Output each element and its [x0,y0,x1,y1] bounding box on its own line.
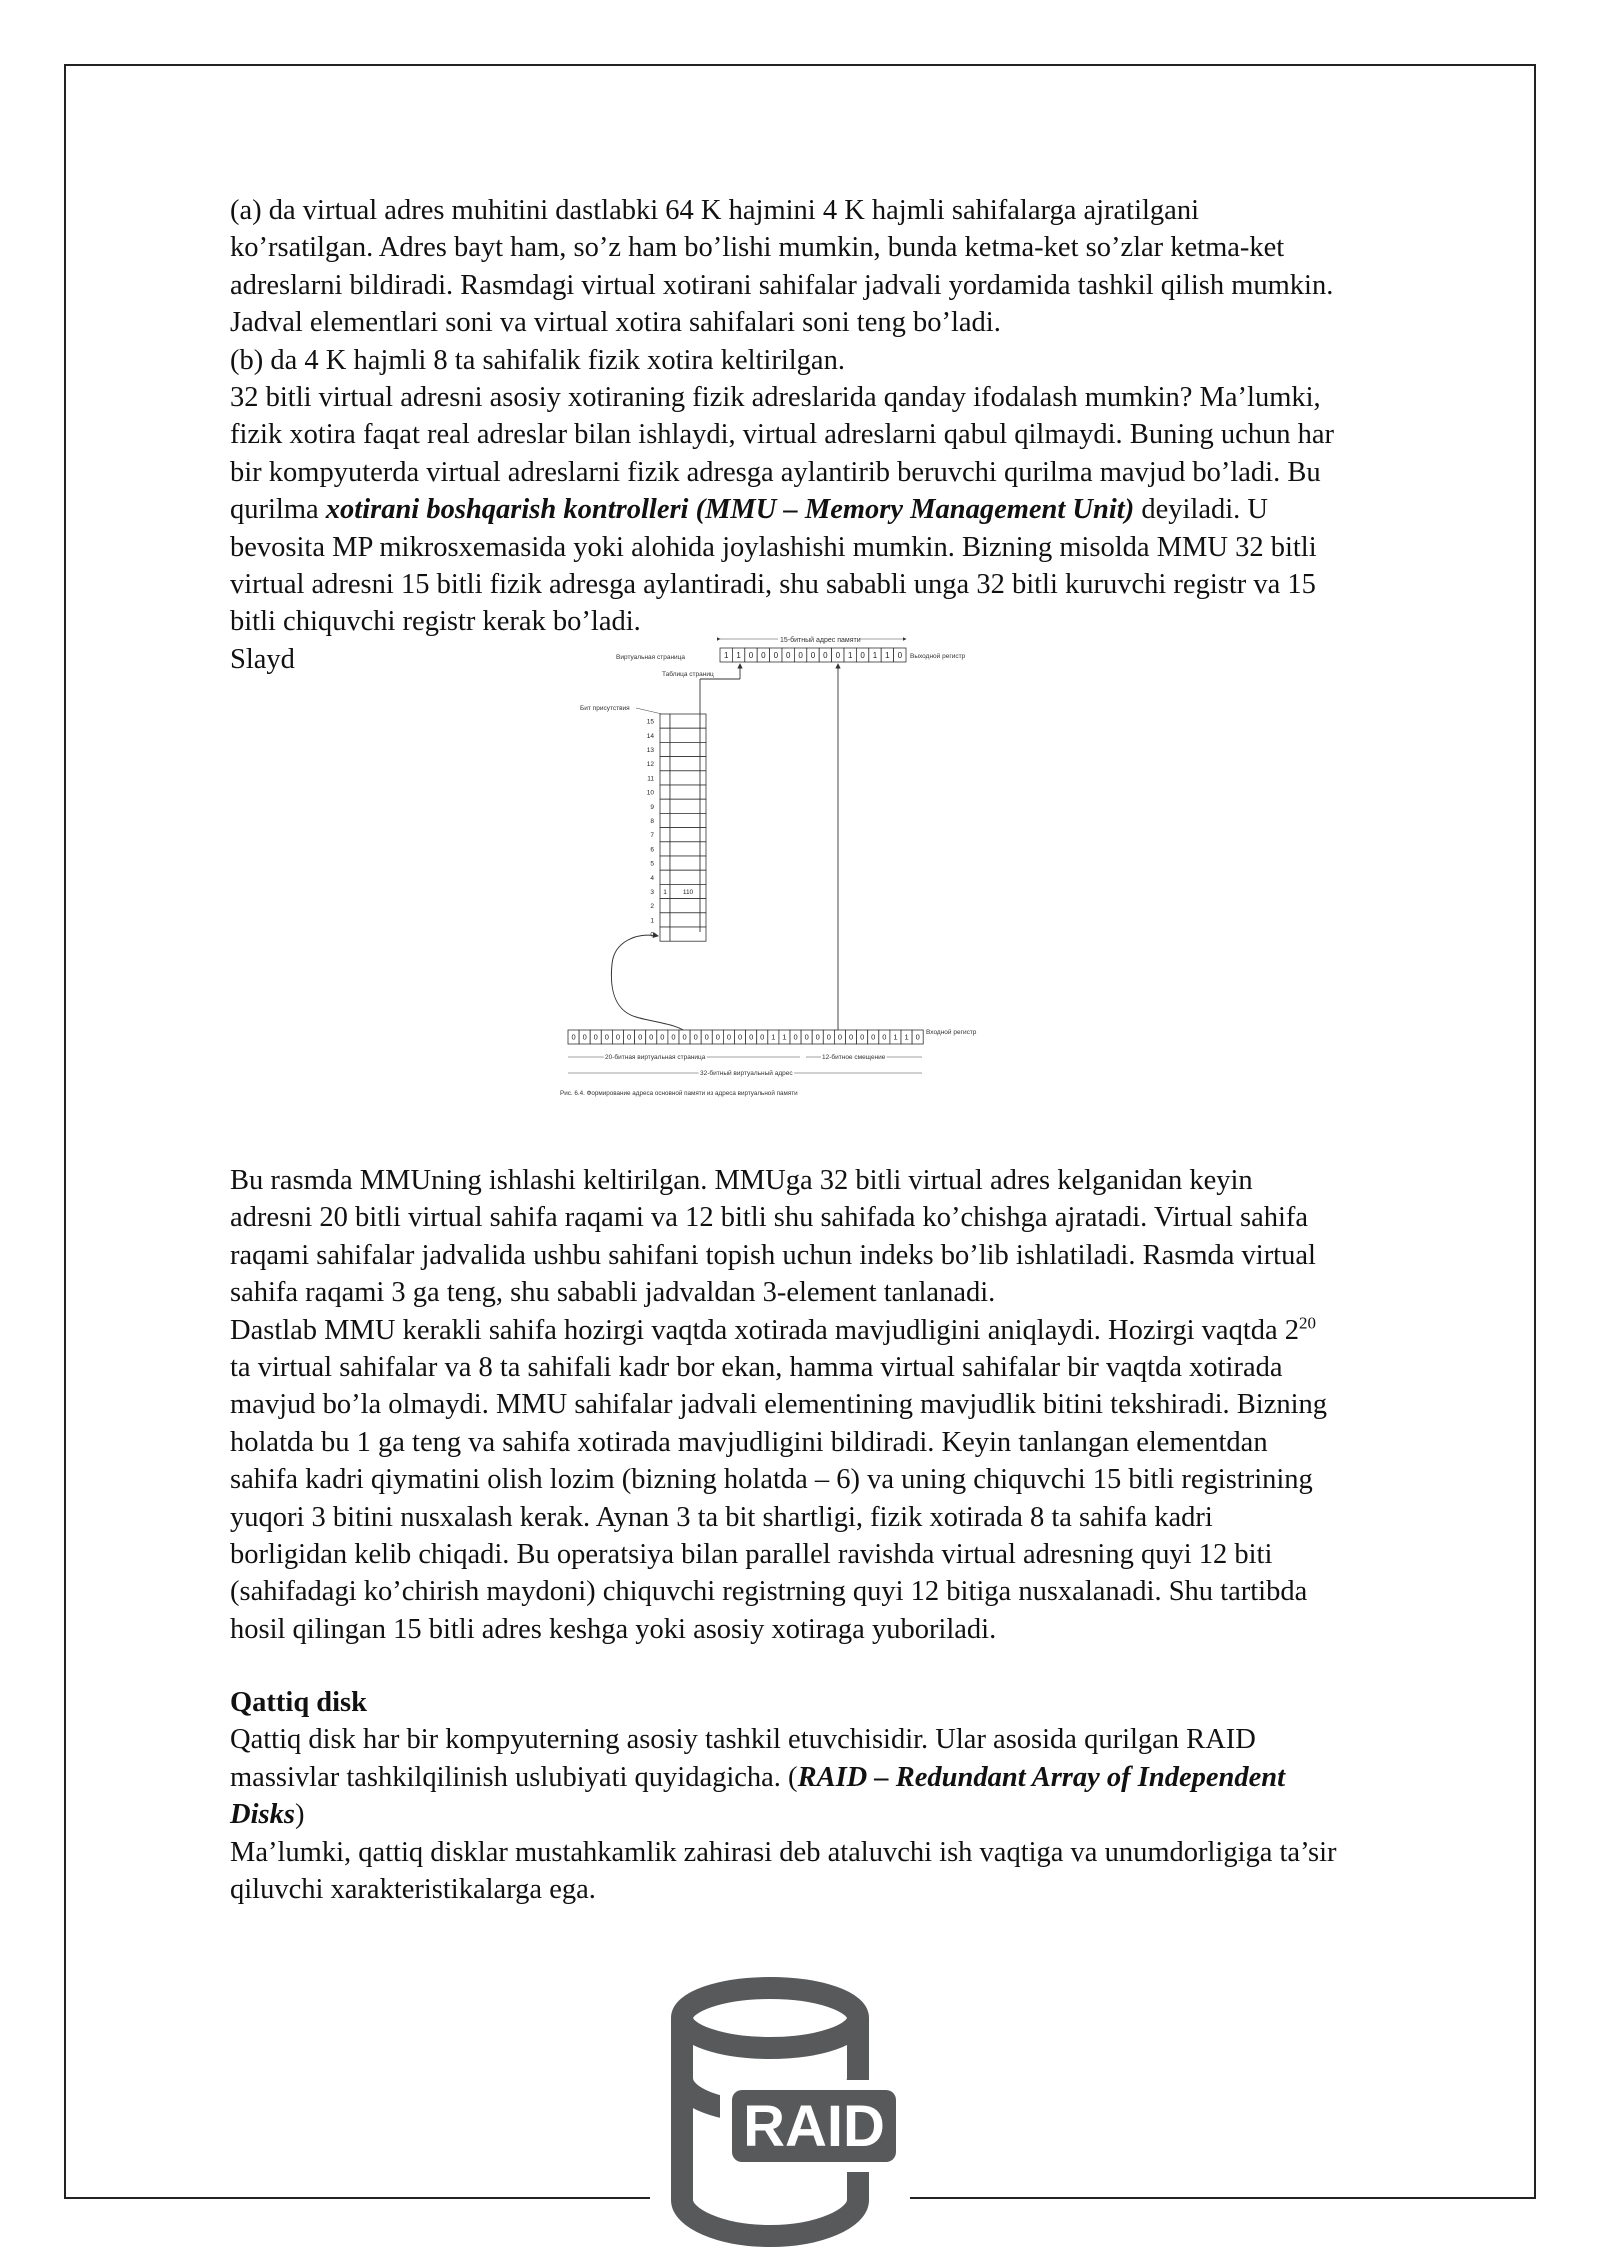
out-bit-text: 1 [723,650,729,660]
full-label: 32-битный виртуальный адрес [700,1070,793,1077]
text-line: Bu rasmda MMUning ishlashi keltirilgan. MMUga 32 bitli virtual adres kelganidan keyin [230,1165,1253,1196]
row-index: 14 [646,732,654,740]
row-index: 11 [647,775,654,783]
text-line: borligidan kelib chiqadi. Bu operatsiya bilan parallel ravishda virtual adresning quyi 12 biti [230,1539,1273,1571]
page-table [647,714,706,941]
in-bit-text: 0 [626,1032,632,1042]
in-bit-text: 0 [660,1032,665,1042]
text-line: raqami sahifalar jadvalida ushbu sahifani topish uchun indeks bo’lib ishlatiladi. Rasmda virtual [230,1239,1316,1271]
frame-number-cell [670,757,706,771]
row-index: 3 [650,889,654,896]
text-line: virtual adresni 15 bitli fizik adresga aylantiradi, shu sababli unga 32 bitli kuruvchi registr va 15 [230,569,1316,601]
output-register [720,648,906,662]
text-span: deyiladi. U [1134,494,1268,526]
in-bit-text: 1 [893,1032,898,1042]
text-line: 32 bitli virtual adresni asosiy xotiraning fizik adreslarida qanday ifodalash mumkin? Ma’lumki, [230,382,1321,414]
frame-number-cell [670,828,706,842]
in-bit-text: 0 [749,1032,754,1042]
presence-bit-cell [660,913,670,927]
text-line [230,1796,1492,1833]
frame-number-cell [670,742,706,756]
database-icon [650,1960,910,2262]
in-bit-text: 0 [638,1032,643,1042]
out-bit-text: 0 [761,650,766,660]
text-line: yuqori 3 bitini nusxalash kerak. Aynan 3 ta bit shartligi, fizik xotirada 8 ta sahifa kadri [230,1501,1213,1533]
in-bit-text: 0 [693,1032,698,1042]
in-bit-text: 0 [760,1032,765,1042]
in-bit-text: 0 [826,1032,831,1042]
row-index: 8 [650,818,654,825]
raid-logo-text: RAID [743,2094,885,2159]
presence-bit-cell [660,828,670,842]
in-bit-text: 0 [682,1032,687,1042]
out-bit-text: 0 [860,650,865,660]
raid-term: Disks [230,1799,295,1831]
presence-bit-cell [660,899,670,913]
in-reg-label: Входной регистр [926,1029,977,1036]
frame-number-cell [670,913,706,927]
text-line: Jadval elementlari soni va virtual xotira sahifalari soni teng bo’ladi. [230,307,1001,339]
text-span: qurilma [230,494,326,526]
frame-number-text: 110 [682,888,694,896]
raid-term: RAID – Redundant Array of Independent [797,1761,1286,1793]
in-bit-text: 0 [882,1032,887,1042]
in-bit-text: 1 [782,1032,787,1042]
raid-logo [650,1960,910,2262]
mmu-diagram [560,632,977,1102]
out-bit-text: 0 [835,650,841,660]
in-bit-text: 0 [737,1032,743,1042]
frame-number-cell [670,785,706,799]
intro-paragraphs [230,192,1492,678]
row-index: 4 [650,874,654,882]
out-bit-text: 0 [773,650,779,660]
top-label: 15-битный адрес памяти [780,637,861,644]
row-index: 7 [650,832,654,840]
raid-section [230,1684,1492,1908]
frame-number-cell [670,899,706,913]
text-line: (b) da 4 K hajmli 8 ta sahifalik fizik xotira keltirilgan. [230,344,845,376]
in-bit-text: 0 [837,1032,843,1042]
out-bit-text: 0 [798,650,803,660]
out-bit-text: 0 [810,650,816,660]
text-line: ko’rsatilgan. Adres bayt ham, so’z ham bo’lishi mumkin, bunda ketma-ket so’zlar ketma-ket [230,232,1285,264]
presence-bit-cell [660,842,670,856]
frame-number-cell [670,714,706,728]
text-line: bitli chiquvchi registr kerak bo’ladi. [230,606,641,638]
in-bit-text: 0 [715,1032,720,1042]
in-bit-text: 0 [804,1032,809,1042]
text-line: holatda bu 1 ga teng va sahifa xotirada mavjudligini bildiradi. Keyin tanlangan elementdan [230,1426,1268,1458]
in-bit-text: 0 [915,1032,920,1042]
row-index: 2 [650,903,654,911]
frame-number-cell [670,842,706,856]
in-bit-text: 0 [649,1032,654,1042]
in-bit-text: 0 [871,1032,876,1042]
mmu-explanation [230,1162,1492,1648]
out-reg-label: Выходной регистр [910,653,966,660]
frame-number-cell [670,927,706,941]
in-bit-text: 0 [704,1032,709,1042]
frame-number-cell [670,856,706,870]
presence-bit-cell [660,870,670,884]
text-line: adresni 20 bitli virtual sahifa raqami va 12 bitli shu sahifada ko’chishga ajratadi. Virtual sahifa [230,1202,1309,1234]
text-line: Slayd [230,643,295,675]
page-field-label: 20-битная виртуальная страница [605,1054,706,1061]
offset-field-label: 12-битное смещение [822,1054,886,1061]
text-line: fizik xotira faqat real adreslar bilan ishlaydi, virtual adreslarni qabul qilmaydi. Buning uchun har [230,419,1335,451]
in-bit-text: 0 [793,1032,798,1042]
section-heading: Qattiq disk [230,1687,368,1718]
in-bit-text: 0 [604,1032,609,1042]
text-line: qiluvchi xarakteristikalarga ega. [230,1874,596,1906]
in-bit-text: 0 [860,1032,865,1042]
presence-pointer [636,708,662,714]
text-line: sahifa kadri qiymatini olish lozim (bizning holatda – 6) va uning chiquvchi 15 bitli registrining [230,1464,1313,1496]
text-line: bir kompyuterda virtual adreslarni fizik adresga aylantirib beruvchi qurilma mavjud bo’ladi. Bu [230,456,1321,488]
in-bit-text: 0 [582,1032,587,1042]
index-arrow [611,935,688,1034]
row-index: 10 [646,789,654,797]
out-bit-text: 1 [847,650,853,660]
text-line: Qattiq disk har bir kompyuterning asosiy tashkil etuvchisidir. Ular asosida qurilgan RAID [230,1724,1256,1756]
input-register [568,1030,923,1044]
in-bit-text: 1 [904,1032,909,1042]
presence-bit-cell [660,927,670,941]
out-bit-text: 0 [785,650,791,660]
presence-bit-label: Бит присутствия [580,705,630,712]
in-bit-text: 0 [671,1032,676,1042]
frame-number-cell [670,728,706,742]
out-bit-text: 0 [748,650,754,660]
row-index: 0 [650,931,654,939]
in-bit-text: 0 [571,1032,576,1042]
frame-number-cell [670,799,706,813]
figure-caption: Рис. 6.4. Формирование адреса основной памяти из адреса виртуальной памяти [560,1090,798,1097]
in-bit-text: 0 [593,1032,598,1042]
presence-bit-cell [660,813,670,827]
text-line: adreslarni bildiradi. Rasmdagi virtual xotirani sahifalar jadvali yordamida tashkil qilish mumkin. [230,269,1334,301]
row-index: 12 [646,761,654,769]
text-line: mavjud bo’la olmaydi. MMU sahifalar jadvali elementining mavjudlik bitini tekshiradi. Bizning [230,1389,1328,1421]
presence-bit-cell [660,771,670,785]
frame-number-cell [670,771,706,785]
presence-bit-cell [660,714,670,728]
presence-bit-cell [660,742,670,756]
in-bit-text: 0 [815,1032,820,1042]
text-line: ta virtual sahifalar va 8 ta sahifali kadr bor ekan, hamma virtual sahifalar bir vaqtda xotirada [230,1352,1283,1384]
text-line: sahifa raqami 3 ga teng, shu sababli jadvaldan 3-element tanlanadi. [230,1277,996,1309]
row-index: 1 [650,917,654,925]
row-index: 15 [646,718,654,726]
row-index: 6 [650,846,654,854]
row-index: 5 [650,860,654,868]
out-bit-text: 0 [897,650,903,660]
out-bit-text: 1 [736,650,741,660]
presence-bit-cell [660,856,670,870]
virt-page-label: Виртуальная страница [616,654,686,661]
frame-number-cell [670,813,706,827]
row-index: 9 [650,803,654,811]
text-line [230,1759,1492,1796]
text-line [230,1312,1492,1349]
text-line: (a) da virtual adres muhitini dastlabki 64 K hajmini 4 K hajmli sahifalarga ajratilgani [230,195,1199,226]
in-bit-text: 1 [771,1032,776,1042]
mmu-term: xotirani boshqarish kontrolleri (MMU – Memory Management Unit) [325,494,1135,526]
superscript: 20 [1299,1313,1317,1333]
in-bit-text: 0 [615,1032,621,1042]
text-span: Dastlab MMU kerakli sahifa hozirgi vaqtda xotirada mavjudligini aniqlaydi. Hozirgi vaqtda 2 [230,1314,1300,1346]
presence-bit-cell [660,799,670,813]
text-line: (sahifadagi ko’chirish maydoni) chiquvchi registrning quyi 12 bitiga nusxalanadi. Shu tartibda [230,1576,1308,1608]
text-line: Ma’lumki, qattiq disklar mustahkamlik zahirasi deb ataluvchi ish vaqtiga va unumdorligiga ta’sir [230,1836,1337,1868]
text-line: bevosita MP mikrosxemasida yoki alohida joylashishi mumkin. Bizning misolda MMU 32 bitli [230,531,1317,563]
presence-bit-cell [660,757,670,771]
page-table-label: Таблица страниц [662,671,714,678]
in-bit-text: 0 [848,1032,854,1042]
presence-bit-cell [660,728,670,742]
text-span: ) [294,1799,305,1831]
text-span: massivlar tashkilqilinish uslubiyati quyidagicha. ( [230,1761,798,1793]
out-bit-text: 1 [885,650,890,660]
presence-bit-cell [660,785,670,799]
text-line [230,491,1492,528]
text-line: hosil qilingan 15 bitli adres keshga yoki asosiy xotiraga yuboriladi. [230,1613,997,1645]
frame-number-cell [670,870,706,884]
in-bit-text: 0 [726,1032,732,1042]
presence-bit-text: 1 [663,888,667,896]
out-bit-text: 0 [823,650,828,660]
out-bit-text: 1 [872,650,878,660]
row-index: 13 [646,747,654,754]
